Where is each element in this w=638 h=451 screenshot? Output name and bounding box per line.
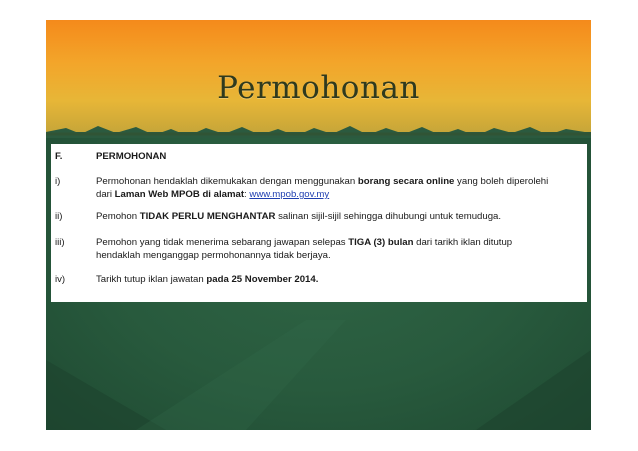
- mpob-website-link[interactable]: www.mpob.gov.my: [249, 189, 330, 200]
- list-item: Pemohon yang tidak menerima sebarang jawapan selepas TIGA (3) bulan dari tarikh iklan ditutup hendaklah menganggap permohonannya tidak berjaya.: [96, 237, 513, 261]
- item-marker: iv): [55, 274, 66, 285]
- document-excerpt: [51, 144, 587, 302]
- decorative-rays: [46, 320, 591, 430]
- list-item: Tarikh tutup iklan jawatan pada 25 November 2014.: [96, 274, 319, 285]
- item-marker: i): [55, 176, 61, 187]
- item-marker: iii): [55, 237, 65, 248]
- item-marker: ii): [55, 211, 63, 222]
- slide-title: Permohonan: [217, 70, 420, 106]
- section-heading: PERMOHONAN: [96, 151, 167, 162]
- list-item: Permohonan hendaklah dikemukakan dengan menggunakan borang secara online yang boleh diperolehi dari Laman Web MPOB di alamat: www.mpob.gov.my: [96, 176, 549, 200]
- slide: [46, 20, 591, 430]
- list-item: Pemohon TIDAK PERLU MENGHANTAR salinan sijil-sijil sehingga dihubungi untuk temuduga.: [96, 211, 502, 222]
- section-letter: F.: [55, 151, 63, 162]
